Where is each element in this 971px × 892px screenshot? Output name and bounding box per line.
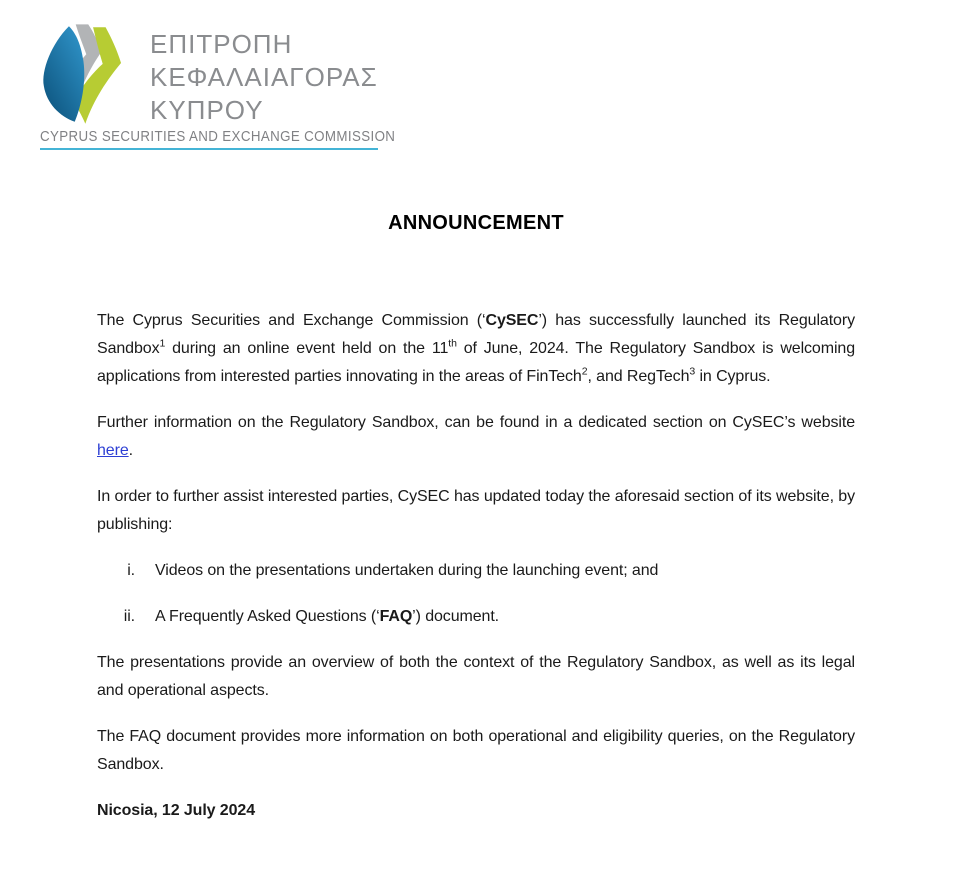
cysec-logo-mark-icon xyxy=(40,24,122,126)
paragraph-presentations: The presentations provide an overview of both the context of the Regulatory Sandbox, as well as its legal and operational aspects. xyxy=(97,654,855,699)
list-item-videos-text: Videos on the presentations undertaken during the launching event; and xyxy=(155,562,659,579)
paragraph-launch: The Cyprus Securities and Exchange Commission (‘CySEC’) has successfully launched its Regulatory Sandbox$^1$ during an online event held on the 11th of June, 2024. The Regulatory Sandbox is welcoming applications from interested parties innovating in the areas of FinTech$^2$, and RegTech$^3$ in Cyprus. xyxy=(97,312,856,385)
logo-blue-sail xyxy=(43,26,84,122)
logo-greek-line-2: ΚΕΦΑΛΑΙΑΓΟΡΑΣ xyxy=(150,62,378,92)
paragraph-faq-doc: The FAQ document provides more information on both operational and eligibility queries, on the Regulatory Sandbox. xyxy=(97,728,855,773)
date-line: Nicosia, 12 July 2024 xyxy=(97,802,256,819)
paragraph-assist: In order to further assist interested parties, CySEC has updated today the aforesaid section of its website, by publishing: xyxy=(97,488,855,533)
list-item-faq xyxy=(97,603,855,631)
list-item-faq-text: A Frequently Asked Questions (‘FAQ’) document. xyxy=(155,608,500,625)
logo-row xyxy=(40,24,971,127)
logo-english-caption: CYPRUS SECURITIES AND EXCHANGE COMMISSION xyxy=(40,129,396,145)
caption-underline-divider xyxy=(40,148,378,150)
logo-greek-line-3: ΚΥΠΡΟΥ xyxy=(150,95,264,125)
cysec-logo-header xyxy=(0,0,971,150)
list-marker-i: i. xyxy=(127,562,135,579)
logo-greek-name xyxy=(150,28,378,127)
paragraph-further-info: Further information on the Regulatory Sandbox, can be found in a dedicated section on CySEC’s website here. xyxy=(97,414,855,459)
announcement-body xyxy=(97,212,855,825)
logo-greek-line-1: ΕΠΙΤΡΟΠΗ xyxy=(150,29,293,59)
here-link[interactable]: here xyxy=(97,442,129,459)
announcement-title: ANNOUNCEMENT xyxy=(388,212,564,234)
list-item-videos xyxy=(97,557,855,585)
list-marker-ii: ii. xyxy=(123,608,135,625)
